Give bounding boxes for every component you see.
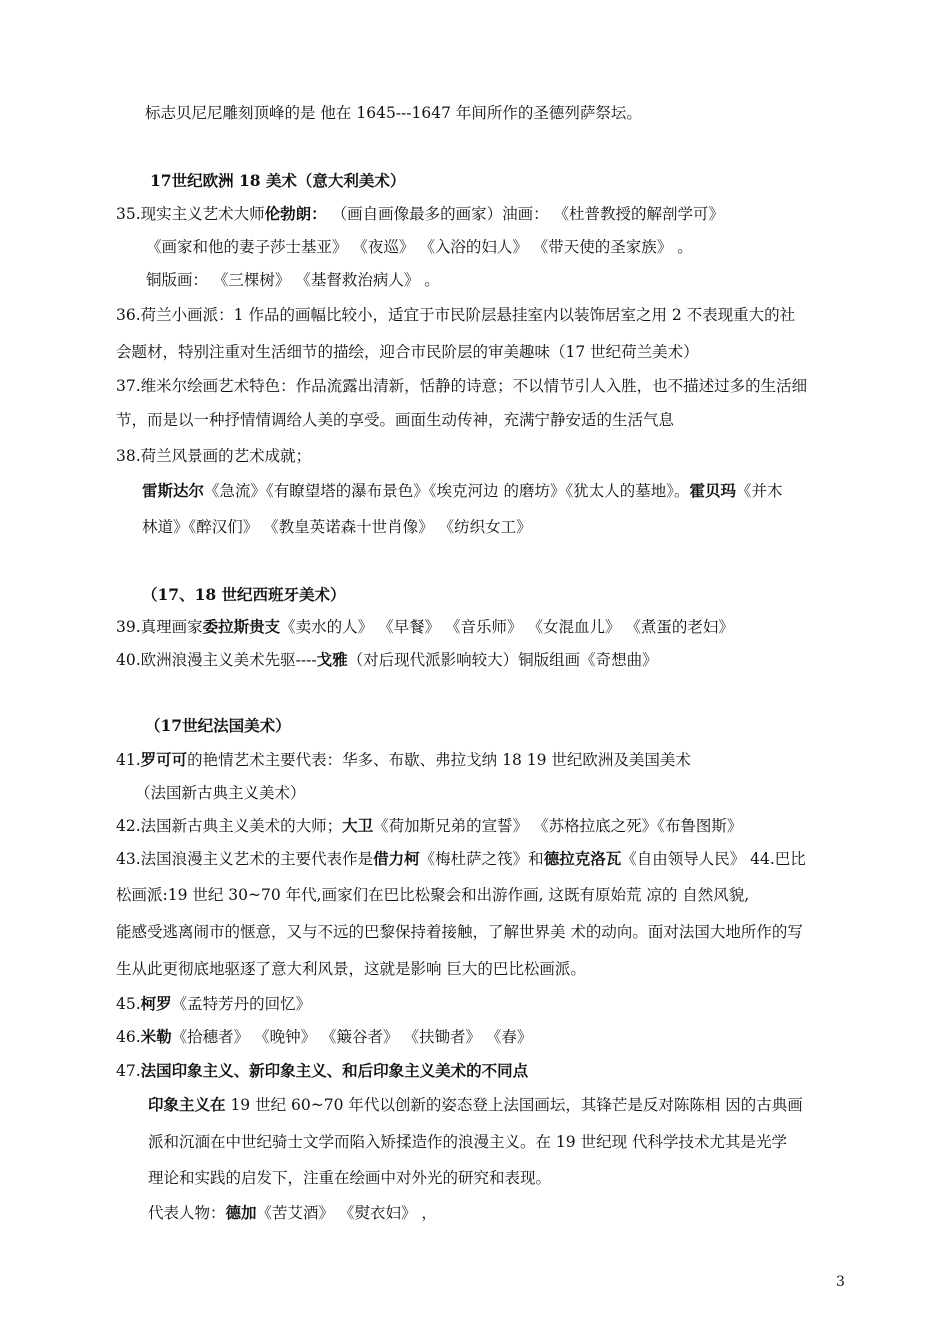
- text-line: [142, 481, 782, 501]
- text-run: 《荷加斯兄弟的宣誓》 《苏格拉底之死》《布鲁图斯》: [373, 817, 743, 835]
- text-line: [116, 376, 807, 396]
- section-heading: [145, 716, 291, 736]
- bold-text: 霍贝玛: [689, 481, 736, 500]
- page-number: 3: [836, 1274, 845, 1290]
- text-run: 代表人物：: [148, 1204, 226, 1222]
- text-line: [116, 922, 803, 942]
- text-line: [142, 517, 532, 537]
- text-run: 铜版画： 《三棵树》 《基督救治病人》 。: [146, 271, 440, 289]
- text-run: 理论和实践的启发下，注重在绘画中对外光的研究和表现。: [148, 1169, 552, 1187]
- text-line: [145, 103, 642, 123]
- text-line: [116, 305, 795, 325]
- text-line: [116, 446, 311, 466]
- text-run: 37.维米尔绘画艺术特色：作品流露出清新，恬静的诗意；不以情节引人入胜，也不描述过多的生活细: [116, 377, 808, 395]
- text-line: [116, 994, 311, 1014]
- bold-text: 米勒: [140, 1027, 172, 1046]
- text-run: 47.: [116, 1062, 141, 1080]
- text-run: （对后现代派影响较大）铜版组画《奇想曲》: [347, 651, 658, 669]
- text-run: 19 世纪 60~70 年代以创新的姿态登上法国画坛，其锋芒是反对陈陈相 因的古典画: [225, 1096, 803, 1114]
- text-run: 《拾穗者》 《晚钟》 《簸谷者》 《扶锄者》 《春》: [171, 1028, 533, 1046]
- section-heading: [142, 585, 346, 605]
- bold-text: （17、18 世纪西班牙美术）: [142, 585, 346, 604]
- bold-text: 委拉斯贵支: [202, 617, 281, 636]
- text-line: [135, 783, 306, 803]
- text-line: [116, 1027, 532, 1047]
- text-line: [116, 816, 742, 836]
- text-line: [148, 1132, 787, 1152]
- text-line: [116, 650, 658, 670]
- text-line: [116, 885, 749, 905]
- text-run: 43.法国浪漫主义艺术的主要代表作是: [116, 850, 374, 868]
- text-line: [148, 1168, 551, 1188]
- text-line: [116, 750, 691, 770]
- text-run: 38.荷兰风景画的艺术成就；: [116, 447, 312, 465]
- text-line: [146, 270, 440, 290]
- text-run: 《急流》《有瞭望塔的瀑布景色》《埃克河边 的磨坊》《犹太人的墓地》。: [204, 482, 690, 500]
- bold-text: 伦勃朗：: [264, 204, 327, 223]
- text-run: （画自画像最多的画家）油画： 《杜普教授的解剖学可》: [326, 205, 725, 223]
- text-run: （法国新古典主义美术）: [135, 784, 306, 802]
- bold-text: 柯罗: [140, 994, 172, 1013]
- text-run: 45.: [116, 995, 141, 1013]
- text-run: 35.现实主义艺术大师: [116, 205, 265, 223]
- text-line: [116, 617, 734, 637]
- text-run: 《苦艾酒》 《熨衣妇》 ，: [256, 1204, 437, 1222]
- bold-text: 17世纪欧洲 18 美术（意大利美术）: [150, 171, 406, 190]
- section-heading: [150, 171, 405, 191]
- bold-text: 借力柯: [373, 849, 420, 868]
- text-run: 派和沉湎在中世纪骑士文学而陷入矫揉造作的浪漫主义。在 19 世纪现 代科学技术尤其是光学: [148, 1133, 788, 1151]
- bold-text: 戈雅: [316, 650, 348, 669]
- text-run: 39.真理画家: [116, 618, 203, 636]
- bold-text: 德拉克洛瓦: [543, 849, 622, 868]
- bold-text: 大卫: [342, 816, 374, 835]
- text-run: 《梅杜萨之筏》和: [419, 850, 544, 868]
- text-run: 《自由领导人民》 44.巴比: [621, 850, 806, 868]
- text-run: 的艳情艺术主要代表：华多、布歇、弗拉戈纳 18 19 世纪欧洲及美国美术: [187, 751, 691, 769]
- text-run: 《并木: [735, 482, 783, 500]
- text-line: [146, 237, 693, 257]
- bold-text: 德加: [225, 1203, 257, 1222]
- text-run: 生从此更彻底地驱逐了意大利风景，这就是影响 巨大的巴比松画派。: [116, 960, 586, 978]
- text-run: 松画派:19 世纪 30~70 年代,画家们在巴比松聚会和出游作画, 这既有原始荒 凉的 自然风貌,: [116, 886, 750, 904]
- text-line: [116, 342, 699, 362]
- text-run: 《画家和他的妻子莎士基亚》 《夜巡》 《入浴的妇人》 《带天使的圣家族》 。: [146, 238, 693, 256]
- text-run: 《孟特芳丹的回忆》: [171, 995, 312, 1013]
- text-run: 46.: [116, 1028, 141, 1046]
- bold-text: 雷斯达尔: [142, 481, 205, 500]
- text-run: 节，而是以一种抒情情调给人美的享受。画面生动传神，充满宁静安适的生活气息: [116, 411, 675, 429]
- text-line: [148, 1203, 437, 1223]
- bold-text: 法国印象主义、新印象主义、和后印象主义美术的不同点: [140, 1061, 529, 1080]
- text-line: [116, 1061, 528, 1081]
- text-run: 40.欧洲浪漫主义美术先驱----: [116, 651, 317, 669]
- text-line: [116, 410, 674, 430]
- bold-text: 罗可可: [140, 750, 188, 769]
- bold-text: （17世纪法国美术）: [145, 716, 291, 735]
- text-run: 标志贝尼尼雕刻顶峰的是 他在 1645---1647 年间所作的圣德列萨祭坛。: [145, 104, 642, 122]
- bold-text: 印象主义在: [148, 1095, 226, 1114]
- text-line: [116, 849, 806, 869]
- text-run: 41.: [116, 751, 141, 769]
- text-run: 能感受逃离闹市的惬意，又与不远的巴黎保持着接触，了解世界美 术的动向。面对法国大地所作的写: [116, 923, 803, 941]
- text-run: 林道》《醉汉们》 《教皇英诺森十世肖像》 《纺织女工》: [142, 518, 532, 536]
- text-line: [116, 959, 586, 979]
- text-line: [116, 204, 724, 224]
- text-run: 会题材，特别注重对生活细节的描绘，迎合市民阶层的审美趣味（17 世纪荷兰美术）: [116, 343, 699, 361]
- text-line: [148, 1095, 803, 1115]
- text-run: 42.法国新古典主义美术的大师；: [116, 817, 343, 835]
- text-run: 《卖水的人》 《早餐》 《音乐师》 《女混血儿》 《煮蛋的老妇》: [280, 618, 734, 636]
- text-run: 36.荷兰小画派：1 作品的画幅比较小，适宜于市民阶层悬挂室内以装饰居室之用 2 不表现重大的社: [116, 306, 796, 324]
